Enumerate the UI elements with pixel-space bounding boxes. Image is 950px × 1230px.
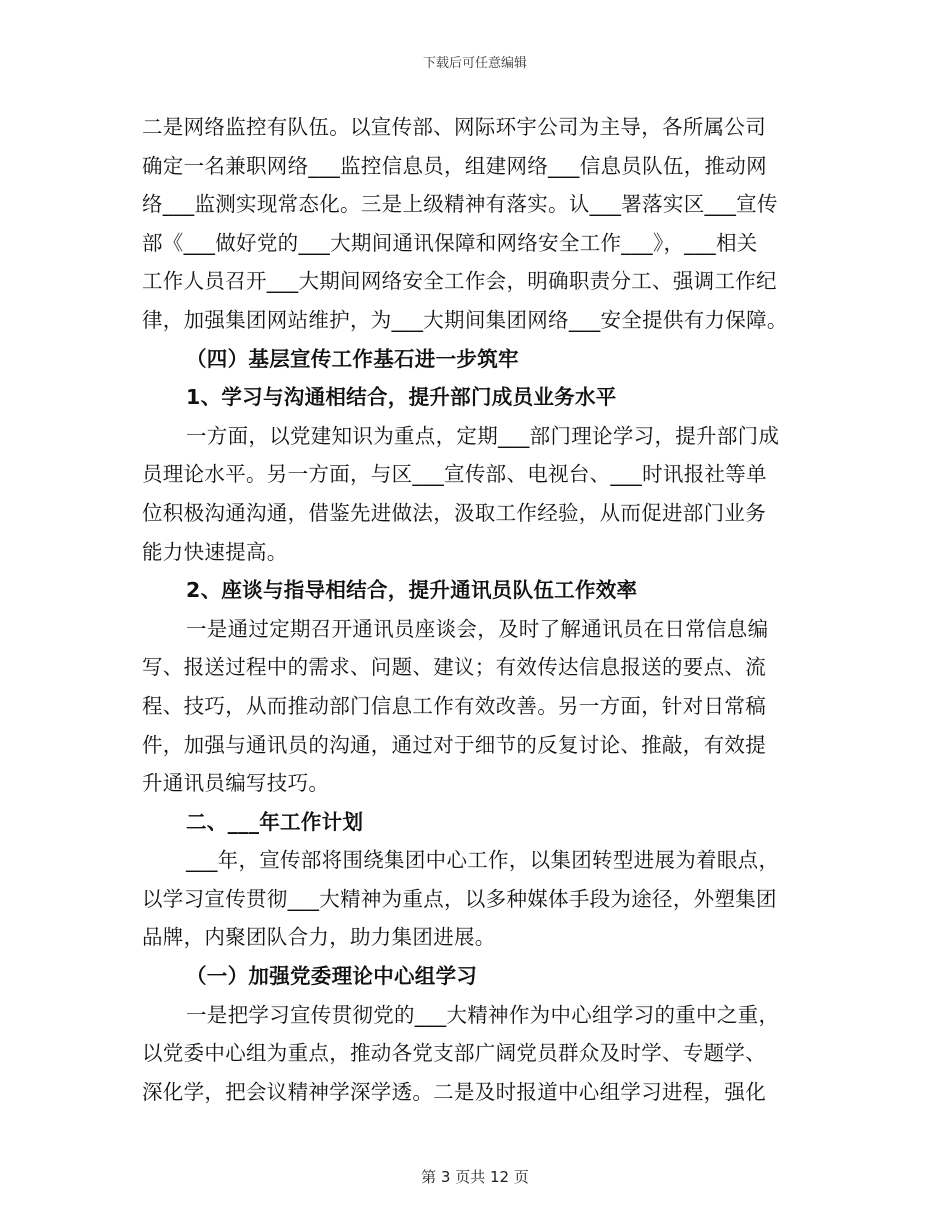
paragraph-line: 部《___做好党的___大期间通讯保障和网络安全工作___》，___相关 xyxy=(142,230,758,255)
section-heading: （四）基层宣传工作基石进一步筑牢 xyxy=(186,346,519,371)
paragraph-line: 工作人员召开___大期间网络安全工作会，明确职责分工、强调工作纪 xyxy=(142,269,777,294)
paragraph-line: 升通讯员编写技巧。 xyxy=(142,771,330,796)
paragraph-line: 一方面，以党建知识为重点，定期___部门理论学习，提升部门成 xyxy=(186,423,780,448)
paragraph-line: 件，加强与通讯员的沟通，通过对于细节的反复讨论、推敲，有效提 xyxy=(142,732,766,757)
section-heading: 二、___年工作计划 xyxy=(186,809,364,834)
section-heading: 2、座谈与指导相结合，提升通讯员队伍工作效率 xyxy=(186,578,638,603)
paragraph-line: 律，加强集团网站维护，为___大期间集团网络___安全提供有力保障。 xyxy=(142,307,788,332)
paragraph-line: 一是通过定期召开通讯员座谈会，及时了解通讯员在日常信息编 xyxy=(186,616,769,641)
paragraph-line: 一是把学习宣传贯彻党的___大精神作为中心组学习的重中之重， xyxy=(186,1002,780,1027)
paragraph-line: ___年，宣传部将围绕集团中心工作，以集团转型进展为着眼点， xyxy=(186,848,780,873)
paragraph-line: 以党委中心组为重点，推动各党支部广阔党员群众及时学、专题学、 xyxy=(142,1041,766,1066)
paragraph-line: 能力快速提高。 xyxy=(142,539,288,564)
section-heading: （一）加强党委理论中心组学习 xyxy=(186,964,478,989)
paragraph-line: 写、报送过程中的需求、问题、建议；有效传达信息报送的要点、流 xyxy=(142,655,766,680)
paragraph-line: 品牌，内聚团队合力，助力集团进展。 xyxy=(142,925,496,950)
page-header: 下载后可任意编辑 xyxy=(422,56,527,71)
paragraph-line: 深化学，把会议精神学深学透。二是及时报道中心组学习进程，强化 xyxy=(142,1079,766,1104)
paragraph-line: 程、技巧，从而推动部门信息工作有效改善。另一方面，针对日常稿 xyxy=(142,693,766,718)
paragraph-line: 位积极沟通沟通，借鉴先进做法，汲取工作经验，从而促进部门业务 xyxy=(142,500,766,525)
paragraph-line: 以学习宣传贯彻___大精神为重点，以多种媒体手段为途径，外塑集团 xyxy=(142,886,777,911)
paragraph-line: 确定一名兼职网络___监控信息员，组建网络___信息员队伍，推动网 xyxy=(142,153,767,178)
section-heading: 1、学习与沟通相结合，提升部门成员业务水平 xyxy=(186,385,617,410)
page-number: 第 3 页共 12 页 xyxy=(421,1168,529,1186)
document-body xyxy=(142,108,812,1111)
paragraph-line: 络___监测实现常态化。三是上级精神有落实。认___署落实区___宣传 xyxy=(142,192,778,217)
paragraph-line: 员理论水平。另一方面，与区___宣传部、电视台、___时讯报社等单 xyxy=(142,462,767,487)
paragraph-line: 二是网络监控有队伍。以宣传部、网际环宇公司为主导，各所属公司 xyxy=(142,115,766,139)
